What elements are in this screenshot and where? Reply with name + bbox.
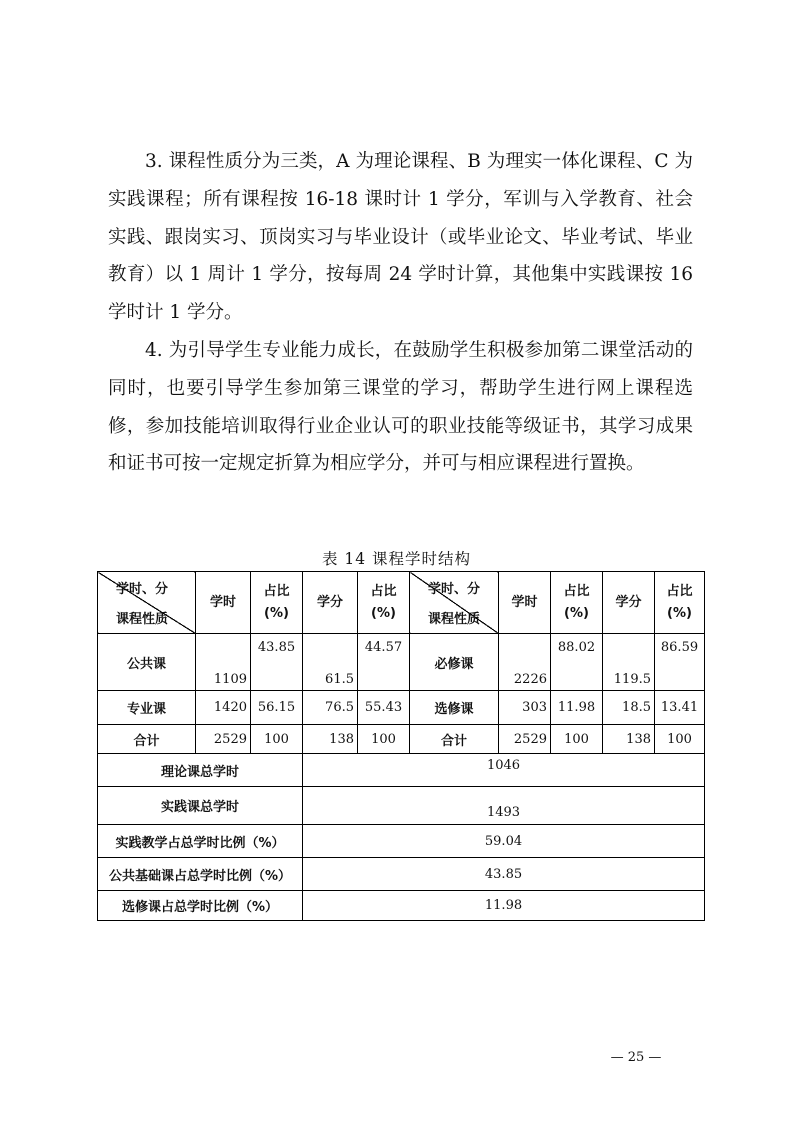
row-label: 选修课 xyxy=(410,691,499,725)
summary-label: 选修课占总学时比例（%） xyxy=(98,891,303,921)
summary-value: 43.85 xyxy=(303,858,705,891)
cell-credits-pct: 44.57 xyxy=(358,634,410,691)
row-label: 必修课 xyxy=(410,634,499,691)
summary-label: 实践教学占总学时比例（%） xyxy=(98,825,303,858)
cell-credits: 138 xyxy=(303,725,358,754)
cell-hours-pct: 100 xyxy=(551,725,603,754)
cell-credits-pct: 100 xyxy=(358,725,410,754)
table-row xyxy=(98,691,705,725)
header-credits: 学分 xyxy=(603,572,655,634)
cell-hours: 1109 xyxy=(196,634,251,691)
diagonal-header-top: 学时、分 xyxy=(116,582,169,597)
summary-row xyxy=(98,891,705,921)
diagonal-header-bottom: 课程性质 xyxy=(116,612,169,627)
cell-hours: 2529 xyxy=(196,725,251,754)
table-header-row xyxy=(98,572,705,634)
summary-value: 59.04 xyxy=(303,825,705,858)
diagonal-header-cell xyxy=(410,572,499,634)
header-hours: 学时 xyxy=(499,572,551,634)
summary-label: 公共基础课占总学时比例（%） xyxy=(98,858,303,891)
table-row xyxy=(98,634,705,691)
cell-hours-pct: 56.15 xyxy=(251,691,303,725)
cell-hours: 2529 xyxy=(499,725,551,754)
summary-label: 理论课总学时 xyxy=(98,754,303,787)
summary-value: 1493 xyxy=(303,787,705,825)
summary-value: 11.98 xyxy=(303,891,705,921)
header-ratio: 占比 (%) xyxy=(551,572,603,634)
cell-credits: 61.5 xyxy=(303,634,358,691)
page-number: — 25 — xyxy=(610,1050,662,1065)
cell-credits: 138 xyxy=(603,725,655,754)
summary-row xyxy=(98,754,705,787)
course-hours-table xyxy=(97,571,705,921)
summary-row xyxy=(98,858,705,891)
table-row xyxy=(98,725,705,754)
cell-credits-pct: 86.59 xyxy=(655,634,705,691)
cell-credits: 119.5 xyxy=(603,634,655,691)
row-label: 合计 xyxy=(410,725,499,754)
cell-hours-pct: 88.02 xyxy=(551,634,603,691)
diagonal-header-bottom: 课程性质 xyxy=(428,612,481,627)
cell-credits-pct: 13.41 xyxy=(655,691,705,725)
cell-hours-pct: 11.98 xyxy=(551,691,603,725)
row-label: 公共课 xyxy=(98,634,196,691)
diagonal-header-top: 学时、分 xyxy=(428,582,481,597)
summary-row xyxy=(98,787,705,825)
cell-hours: 1420 xyxy=(196,691,251,725)
cell-hours: 303 xyxy=(499,691,551,725)
cell-credits-pct: 55.43 xyxy=(358,691,410,725)
table-caption: 表 14 课程学时结构 xyxy=(321,550,472,568)
paragraph-text: 4. 为引导学生专业能力成长，在鼓励学生积极参加第二课堂活动的同时，也要引导学生参加第三课堂的学习，帮助学生进行网上课程选修，参加技能培训取得行业企业认可的职业技能等级证书，其学习成果和证书可按一定规定折算为相应学分，并可与相应课程进行置换。 xyxy=(108,340,693,475)
cell-hours: 2226 xyxy=(499,634,551,691)
header-ratio: 占比 (%) xyxy=(655,572,705,634)
header-ratio: 占比 (%) xyxy=(358,572,410,634)
cell-credits: 18.5 xyxy=(603,691,655,725)
header-credits: 学分 xyxy=(303,572,358,634)
cell-hours-pct: 43.85 xyxy=(251,634,303,691)
cell-credits: 76.5 xyxy=(303,691,358,725)
summary-value: 1046 xyxy=(303,754,705,787)
paragraph-ability-growth xyxy=(108,332,693,483)
diagonal-header-cell xyxy=(98,572,196,634)
row-label: 专业课 xyxy=(98,691,196,725)
paragraph-course-types xyxy=(108,143,693,332)
summary-label: 实践课总学时 xyxy=(98,787,303,825)
row-label: 合计 xyxy=(98,725,196,754)
header-hours: 学时 xyxy=(196,572,251,634)
paragraph-text: 3. 课程性质分为三类，A 为理论课程、B 为理实一体化课程、C 为实践课程；所有课程按 16-18 课时计 1 学分，军训与入学教育、社会实践、跟岗实习、顶岗实习与毕业设计（或毕业论文、毕业考试、毕业教育）以 1 周计 1 学分，按每周 24 学时计算，其他集中实践课按 16 学时计 1 学分。 xyxy=(108,151,693,324)
cell-hours-pct: 100 xyxy=(251,725,303,754)
cell-credits-pct: 100 xyxy=(655,725,705,754)
header-ratio: 占比 (%) xyxy=(251,572,303,634)
summary-row xyxy=(98,825,705,858)
